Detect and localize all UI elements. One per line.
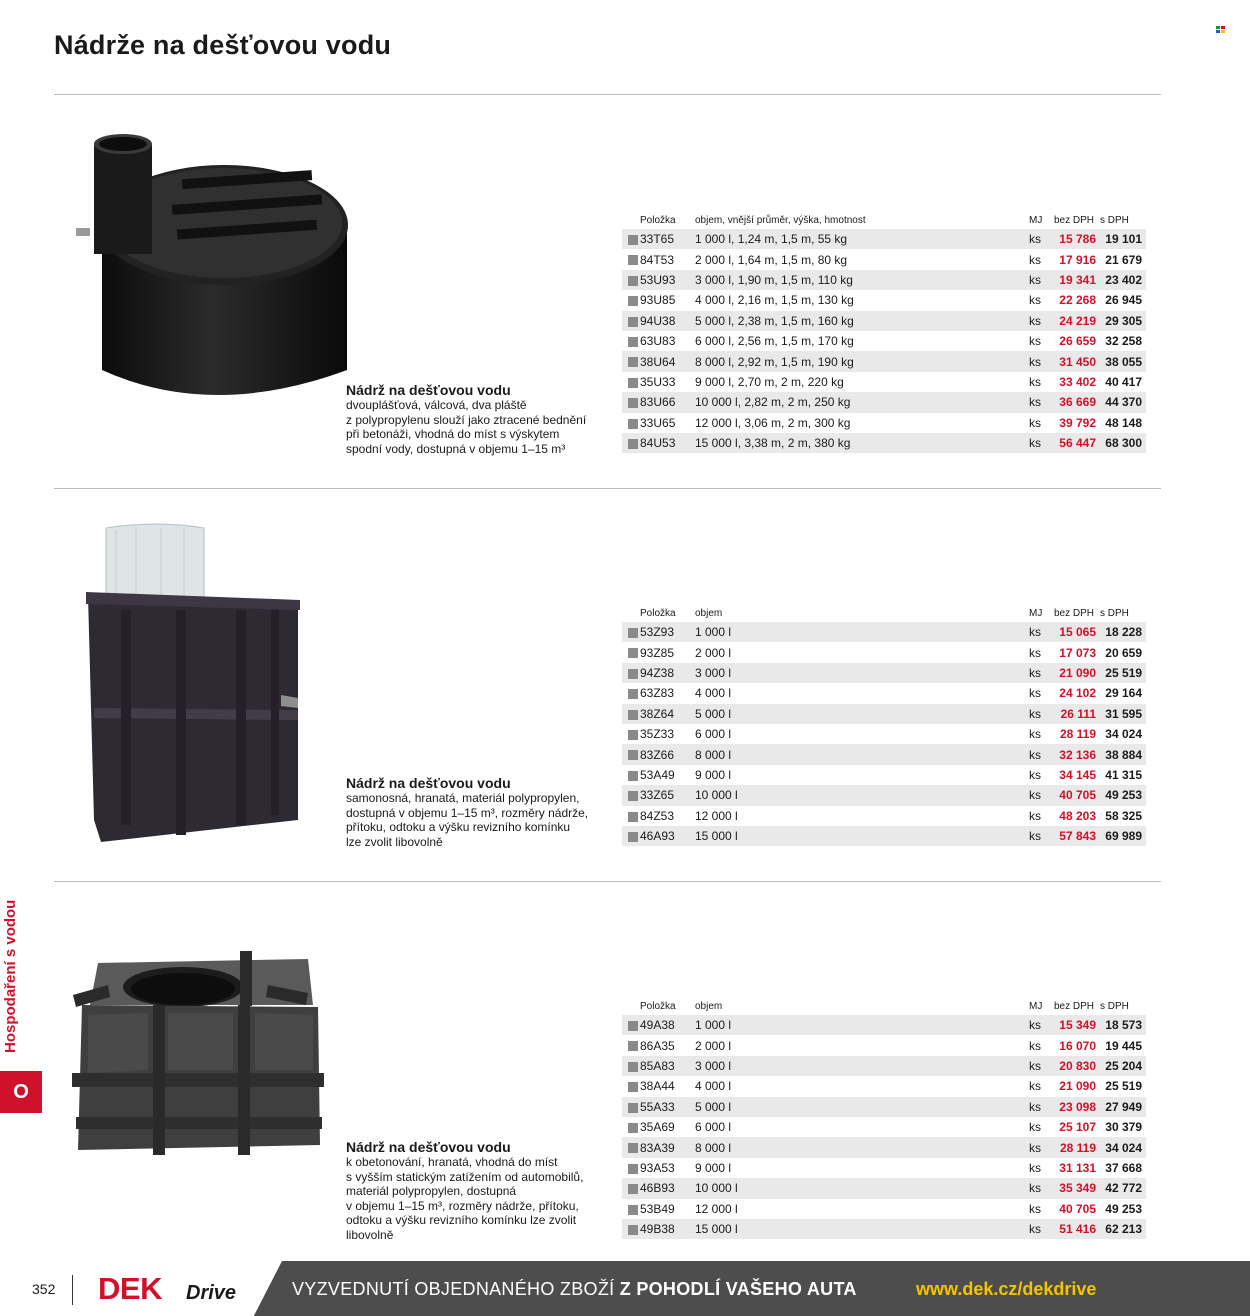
description-line: dvouplášťová, válcová, dva pláště <box>346 398 527 412</box>
price-inc-vat: 26 945 <box>1100 290 1146 310</box>
item-code: 53A49 <box>640 765 695 785</box>
table-row <box>622 1076 1146 1096</box>
item-code: 35Z33 <box>640 724 695 744</box>
item-code: 63U83 <box>640 331 695 351</box>
item-unit: ks <box>1029 229 1054 249</box>
item-code: 86A35 <box>640 1035 695 1055</box>
price-inc-vat: 44 370 <box>1100 392 1146 412</box>
price-inc-vat: 31 595 <box>1100 704 1146 724</box>
price-ex-vat: 57 843 <box>1054 826 1100 846</box>
table-row <box>622 744 1146 764</box>
table-row <box>622 765 1146 785</box>
checkbox-icon <box>628 378 638 388</box>
price-inc-vat: 38 884 <box>1100 744 1146 764</box>
table-row <box>622 1015 1146 1035</box>
item-unit: ks <box>1029 744 1054 764</box>
item-code: 63Z83 <box>640 683 695 703</box>
checkbox-icon <box>628 296 638 306</box>
description-line: k obetonování, hranatá, vhodná do míst <box>346 1155 558 1169</box>
item-desc: 5 000 l <box>695 704 1029 724</box>
price-inc-vat: 69 989 <box>1100 826 1146 846</box>
table-row <box>622 826 1146 846</box>
price-ex-vat: 32 136 <box>1054 744 1100 764</box>
slogan-regular: VYZVEDNUTÍ OBJEDNANÉHO ZBOŽÍ <box>292 1279 620 1299</box>
item-unit: ks <box>1029 433 1054 453</box>
table-row <box>622 270 1146 290</box>
price-ex-vat: 33 402 <box>1054 372 1100 392</box>
item-unit: ks <box>1029 331 1054 351</box>
description-line: v objemu 1–15 m³, rozměry nádrže, přítoku, <box>346 1198 579 1213</box>
table-row <box>622 1178 1146 1198</box>
item-unit: ks <box>1029 765 1054 785</box>
price-inc-vat: 29 164 <box>1100 683 1146 703</box>
item-code: 49A38 <box>640 1015 695 1035</box>
price-inc-vat: 37 668 <box>1100 1158 1146 1178</box>
price-ex-vat: 31 450 <box>1054 351 1100 371</box>
checkbox-icon <box>628 1103 638 1113</box>
item-unit: ks <box>1029 413 1054 433</box>
price-table <box>622 997 1146 1239</box>
checkbox-icon <box>628 1021 638 1031</box>
description-line: libovolně <box>346 1227 394 1242</box>
drive-logo: Drive <box>186 1282 237 1304</box>
checkbox-icon <box>628 1205 638 1215</box>
price-ex-vat: 36 669 <box>1054 392 1100 412</box>
checkbox-icon <box>628 419 638 429</box>
price-ex-vat: 20 830 <box>1054 1056 1100 1076</box>
item-unit: ks <box>1029 1076 1054 1096</box>
table-row <box>622 249 1146 269</box>
item-desc: 15 000 l <box>695 826 1029 846</box>
checkbox-icon <box>628 1041 638 1051</box>
price-inc-vat: 30 379 <box>1100 1117 1146 1137</box>
table-row <box>622 290 1146 310</box>
table-row <box>622 392 1146 412</box>
price-ex-vat: 16 070 <box>1054 1035 1100 1055</box>
item-code: 33Z65 <box>640 785 695 805</box>
footer-banner <box>0 1261 1250 1316</box>
price-inc-vat: 40 417 <box>1100 372 1146 392</box>
page-number: 352 <box>32 1281 56 1297</box>
price-ex-vat: 26 659 <box>1054 331 1100 351</box>
table-row <box>622 1219 1146 1239</box>
item-desc: 15 000 l <box>695 1219 1029 1239</box>
item-code: 83A39 <box>640 1137 695 1157</box>
checkbox-icon <box>628 1062 638 1072</box>
price-inc-vat: 18 573 <box>1100 1015 1146 1035</box>
footer-url[interactable]: www.dek.cz/dekdrive <box>916 1279 1097 1299</box>
checkbox-icon <box>628 398 638 408</box>
price-ex-vat: 40 705 <box>1054 785 1100 805</box>
item-code: 84U53 <box>640 433 695 453</box>
divider <box>54 488 1161 489</box>
price-ex-vat: 15 786 <box>1054 229 1100 249</box>
item-code: 93U85 <box>640 290 695 310</box>
item-desc: 10 000 l, 2,82 m, 2 m, 250 kg <box>695 392 1029 412</box>
column-header-desc: objem <box>695 1000 723 1012</box>
price-ex-vat: 40 705 <box>1054 1199 1100 1219</box>
item-desc: 4 000 l <box>695 1076 1029 1096</box>
checkbox-icon <box>628 791 638 801</box>
checkbox-icon <box>628 337 638 347</box>
description-line: materiál polypropylen, dostupná <box>346 1184 517 1198</box>
price-inc-vat: 49 253 <box>1100 1199 1146 1219</box>
checkbox-icon <box>628 832 638 842</box>
price-inc-vat: 20 659 <box>1100 642 1146 662</box>
checkbox-icon <box>628 730 638 740</box>
item-unit: ks <box>1029 372 1054 392</box>
price-ex-vat: 35 349 <box>1054 1178 1100 1198</box>
item-code: 46A93 <box>640 826 695 846</box>
price-inc-vat: 49 253 <box>1100 785 1146 805</box>
divider <box>54 881 1161 882</box>
table-row <box>622 1097 1146 1117</box>
price-inc-vat: 27 949 <box>1100 1097 1146 1117</box>
item-code: 83U66 <box>640 392 695 412</box>
item-unit: ks <box>1029 1137 1054 1157</box>
item-desc: 1 000 l, 1,24 m, 1,5 m, 55 kg <box>695 229 1029 249</box>
checkbox-icon <box>628 439 638 449</box>
price-ex-vat: 15 065 <box>1054 622 1100 642</box>
product-description <box>346 382 601 456</box>
price-inc-vat: 48 148 <box>1100 413 1146 433</box>
color-mark-icon <box>1216 26 1226 33</box>
item-desc: 12 000 l <box>695 1199 1029 1219</box>
checkbox-icon <box>628 276 638 286</box>
item-unit: ks <box>1029 249 1054 269</box>
item-code: 38A44 <box>640 1076 695 1096</box>
price-inc-vat: 34 024 <box>1100 1137 1146 1157</box>
checkbox-icon <box>628 357 638 367</box>
price-ex-vat: 39 792 <box>1054 413 1100 433</box>
price-inc-vat: 42 772 <box>1100 1178 1146 1198</box>
checkbox-icon <box>628 628 638 638</box>
checkbox-icon <box>628 1164 638 1174</box>
item-code: 35A69 <box>640 1117 695 1137</box>
table-row <box>622 642 1146 662</box>
checkbox-icon <box>628 1143 638 1153</box>
price-inc-vat: 32 258 <box>1100 331 1146 351</box>
item-desc: 8 000 l <box>695 744 1029 764</box>
price-ex-vat: 21 090 <box>1054 1076 1100 1096</box>
dek-logo: DEK <box>98 1271 162 1306</box>
column-header-mj: MJ <box>1029 1000 1043 1012</box>
product-name: Nádrž na dešťovou vodu <box>346 382 511 398</box>
price-inc-vat: 58 325 <box>1100 806 1146 826</box>
price-inc-vat: 25 519 <box>1100 663 1146 683</box>
checkbox-icon <box>628 1082 638 1092</box>
price-inc-vat: 21 679 <box>1100 249 1146 269</box>
item-desc: 5 000 l, 2,38 m, 1,5 m, 160 kg <box>695 311 1029 331</box>
item-desc: 5 000 l <box>695 1097 1029 1117</box>
price-ex-vat: 21 090 <box>1054 663 1100 683</box>
item-code: 38Z64 <box>640 704 695 724</box>
price-inc-vat: 38 055 <box>1100 351 1146 371</box>
item-code: 33T65 <box>640 229 695 249</box>
item-code: 94U38 <box>640 311 695 331</box>
rectangular-tank-image <box>76 520 301 845</box>
column-header-item: Položka <box>640 1000 676 1012</box>
table-row <box>622 229 1146 249</box>
checkbox-icon <box>628 771 638 781</box>
price-ex-vat: 24 102 <box>1054 683 1100 703</box>
column-header-desc: objem, vnější průměr, výška, hmotnost <box>695 214 866 226</box>
item-unit: ks <box>1029 642 1054 662</box>
price-ex-vat: 24 219 <box>1054 311 1100 331</box>
item-code: 38U64 <box>640 351 695 371</box>
item-code: 33U65 <box>640 413 695 433</box>
item-unit: ks <box>1029 826 1054 846</box>
table-row <box>622 372 1146 392</box>
item-unit: ks <box>1029 1056 1054 1076</box>
price-ex-vat: 48 203 <box>1054 806 1100 826</box>
price-inc-vat: 25 204 <box>1100 1056 1146 1076</box>
item-code: 35U33 <box>640 372 695 392</box>
item-unit: ks <box>1029 311 1054 331</box>
item-unit: ks <box>1029 704 1054 724</box>
checkbox-icon <box>628 235 638 245</box>
item-unit: ks <box>1029 392 1054 412</box>
checkbox-icon <box>628 1225 638 1235</box>
item-desc: 3 000 l <box>695 1056 1029 1076</box>
item-code: 46B93 <box>640 1178 695 1198</box>
table-row <box>622 806 1146 826</box>
price-ex-vat: 51 416 <box>1054 1219 1100 1239</box>
checkbox-icon <box>628 1184 638 1194</box>
product-name: Nádrž na dešťovou vodu <box>346 1139 511 1155</box>
price-ex-vat: 25 107 <box>1054 1117 1100 1137</box>
price-ex-vat: 22 268 <box>1054 290 1100 310</box>
price-inc-vat: 25 519 <box>1100 1076 1146 1096</box>
item-code: 93Z85 <box>640 642 695 662</box>
item-code: 83Z66 <box>640 744 695 764</box>
checkbox-icon <box>628 812 638 822</box>
price-ex-vat: 19 341 <box>1054 270 1100 290</box>
item-unit: ks <box>1029 1117 1054 1137</box>
item-desc: 2 000 l, 1,64 m, 1,5 m, 80 kg <box>695 249 1029 269</box>
item-code: 55A33 <box>640 1097 695 1117</box>
item-unit: ks <box>1029 1158 1054 1178</box>
description-line: samonosná, hranatá, materiál polypropylen, <box>346 791 580 805</box>
item-desc: 3 000 l, 1,90 m, 1,5 m, 110 kg <box>695 270 1029 290</box>
checkbox-icon <box>628 255 638 265</box>
table-row <box>622 351 1146 371</box>
price-inc-vat: 19 101 <box>1100 229 1146 249</box>
table-row <box>622 622 1146 642</box>
column-header-price-inc-vat: s DPH <box>1100 1000 1129 1012</box>
item-code: 93A53 <box>640 1158 695 1178</box>
item-code: 49B38 <box>640 1219 695 1239</box>
item-desc: 15 000 l, 3,38 m, 2 m, 380 kg <box>695 433 1029 453</box>
table-row <box>622 663 1146 683</box>
column-header-price-inc-vat: s DPH <box>1100 214 1129 226</box>
item-unit: ks <box>1029 290 1054 310</box>
price-ex-vat: 28 119 <box>1054 1137 1100 1157</box>
item-desc: 8 000 l <box>695 1137 1029 1157</box>
column-header-desc: objem <box>695 607 723 619</box>
item-desc: 10 000 l <box>695 785 1029 805</box>
item-desc: 1 000 l <box>695 622 1029 642</box>
item-unit: ks <box>1029 1097 1054 1117</box>
price-ex-vat: 34 145 <box>1054 765 1100 785</box>
item-code: 84T53 <box>640 249 695 269</box>
table-row <box>622 683 1146 703</box>
table-row <box>622 724 1146 744</box>
item-desc: 4 000 l <box>695 683 1029 703</box>
item-code: 53Z93 <box>640 622 695 642</box>
price-table <box>622 211 1146 453</box>
price-inc-vat: 62 213 <box>1100 1219 1146 1239</box>
table-row <box>622 1199 1146 1219</box>
product-description <box>346 775 601 849</box>
column-header-mj: MJ <box>1029 607 1043 619</box>
description-line: spodní vody, dostupná v objemu 1–15 m³ <box>346 441 566 456</box>
checkbox-icon <box>628 669 638 679</box>
checkbox-icon <box>628 750 638 760</box>
checkbox-icon <box>628 317 638 327</box>
item-desc: 1 000 l <box>695 1015 1029 1035</box>
price-inc-vat: 23 402 <box>1100 270 1146 290</box>
price-ex-vat: 26 111 <box>1054 704 1100 724</box>
item-code: 94Z38 <box>640 663 695 683</box>
item-unit: ks <box>1029 785 1054 805</box>
price-inc-vat: 34 024 <box>1100 724 1146 744</box>
product-name: Nádrž na dešťovou vodu <box>346 775 511 791</box>
checkbox-icon <box>628 710 638 720</box>
divider <box>54 94 1161 95</box>
column-header-price-ex-vat: bez DPH <box>1054 1000 1095 1012</box>
item-desc: 3 000 l <box>695 663 1029 683</box>
column-header-price-ex-vat: bez DPH <box>1054 607 1095 619</box>
price-ex-vat: 31 131 <box>1054 1158 1100 1178</box>
table-row <box>622 1117 1146 1137</box>
item-desc: 9 000 l <box>695 1158 1029 1178</box>
item-desc: 6 000 l <box>695 724 1029 744</box>
item-unit: ks <box>1029 663 1054 683</box>
column-header-price-ex-vat: bez DPH <box>1054 214 1095 226</box>
description-line: dostupná v objemu 1–15 m³, rozměry nádrže, <box>346 805 589 820</box>
checkbox-icon <box>628 1123 638 1133</box>
price-ex-vat: 23 098 <box>1054 1097 1100 1117</box>
table-row <box>622 413 1146 433</box>
table-row <box>622 1035 1146 1055</box>
item-desc: 12 000 l, 3,06 m, 2 m, 300 kg <box>695 413 1029 433</box>
table-row <box>622 433 1146 453</box>
table-row <box>622 311 1146 331</box>
price-inc-vat: 18 228 <box>1100 622 1146 642</box>
item-code: 53U93 <box>640 270 695 290</box>
page-title: Nádrže na dešťovou vodu <box>54 30 392 60</box>
item-desc: 2 000 l <box>695 642 1029 662</box>
item-unit: ks <box>1029 1199 1054 1219</box>
price-ex-vat: 17 916 <box>1054 249 1100 269</box>
item-unit: ks <box>1029 683 1054 703</box>
price-inc-vat: 29 305 <box>1100 311 1146 331</box>
price-inc-vat: 19 445 <box>1100 1035 1146 1055</box>
price-ex-vat: 15 349 <box>1054 1015 1100 1035</box>
price-ex-vat: 17 073 <box>1054 642 1100 662</box>
item-desc: 9 000 l <box>695 765 1029 785</box>
concrete-tank-image <box>68 945 328 1160</box>
table-row <box>622 704 1146 724</box>
table-row <box>622 1158 1146 1178</box>
column-header-item: Položka <box>640 607 676 619</box>
section-tab: O <box>0 1071 42 1113</box>
item-unit: ks <box>1029 724 1054 744</box>
column-header-item: Položka <box>640 214 676 226</box>
item-unit: ks <box>1029 622 1054 642</box>
price-inc-vat: 41 315 <box>1100 765 1146 785</box>
description-line: z polypropylenu slouží jako ztracené bednění <box>346 412 587 427</box>
table-row <box>622 1137 1146 1157</box>
item-unit: ks <box>1029 270 1054 290</box>
price-table <box>622 604 1146 846</box>
item-unit: ks <box>1029 351 1054 371</box>
item-desc: 4 000 l, 2,16 m, 1,5 m, 130 kg <box>695 290 1029 310</box>
item-unit: ks <box>1029 1015 1054 1035</box>
description-line: odtoku a výšku revizního komínku lze zvolit <box>346 1213 577 1227</box>
product-description <box>346 1139 601 1242</box>
price-ex-vat: 28 119 <box>1054 724 1100 744</box>
item-unit: ks <box>1029 1178 1054 1198</box>
item-desc: 6 000 l <box>695 1117 1029 1137</box>
footer-slogan <box>292 1279 857 1300</box>
description-line: s vyšším statickým zatížením od automobilů, <box>346 1169 584 1184</box>
column-header-price-inc-vat: s DPH <box>1100 607 1129 619</box>
description-line: lze zvolit libovolně <box>346 834 443 849</box>
price-inc-vat: 68 300 <box>1100 433 1146 453</box>
price-ex-vat: 56 447 <box>1054 433 1100 453</box>
item-unit: ks <box>1029 1035 1054 1055</box>
item-unit: ks <box>1029 1219 1054 1239</box>
table-row <box>622 1056 1146 1076</box>
item-code: 53B49 <box>640 1199 695 1219</box>
cylindrical-tank-image <box>72 120 352 410</box>
description-line: při betonáži, vhodná do míst s výskytem <box>346 427 560 441</box>
column-header-mj: MJ <box>1029 214 1043 226</box>
table-row <box>622 331 1146 351</box>
item-desc: 12 000 l <box>695 806 1029 826</box>
checkbox-icon <box>628 648 638 658</box>
item-desc: 8 000 l, 2,92 m, 1,5 m, 190 kg <box>695 351 1029 371</box>
section-label: Hospodaření s vodou <box>2 899 19 1053</box>
checkbox-icon <box>628 689 638 699</box>
item-desc: 2 000 l <box>695 1035 1029 1055</box>
item-unit: ks <box>1029 806 1054 826</box>
item-desc: 10 000 l <box>695 1178 1029 1198</box>
description-line: přítoku, odtoku a výšku revizního komínku <box>346 820 571 834</box>
item-desc: 9 000 l, 2,70 m, 2 m, 220 kg <box>695 372 1029 392</box>
item-code: 85A83 <box>640 1056 695 1076</box>
table-row <box>622 785 1146 805</box>
item-code: 84Z53 <box>640 806 695 826</box>
item-desc: 6 000 l, 2,56 m, 1,5 m, 170 kg <box>695 331 1029 351</box>
slogan-bold: Z POHODLÍ VAŠEHO AUTA <box>619 1279 857 1299</box>
